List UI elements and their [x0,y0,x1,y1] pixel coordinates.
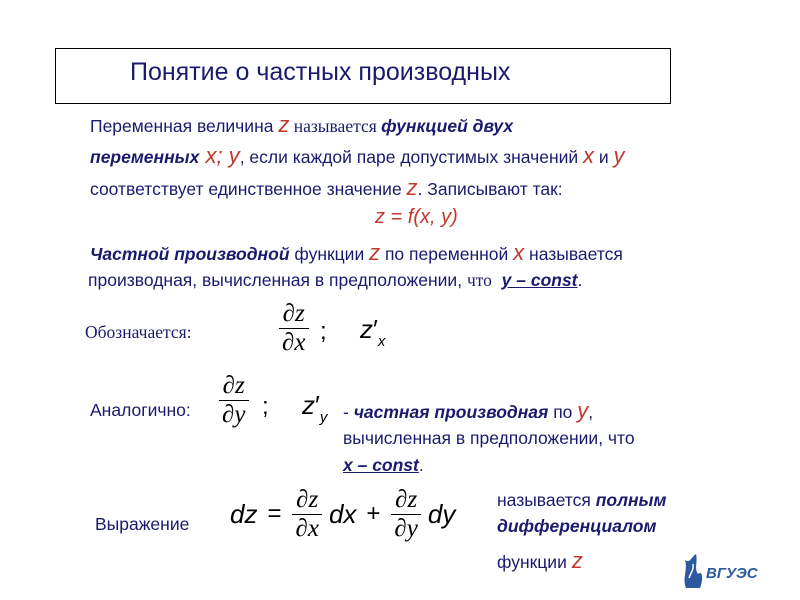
denoted-separator: ; [320,318,327,345]
similarly-text-line-2: вычисленная в предположении, что [343,428,635,448]
function-formula: z = f(x, y) [375,206,458,228]
definition-line-2: переменных x; y, если каждой паре допустимых значений x и y [90,143,625,168]
similarly-separator: ; [262,393,269,420]
logo-text: ВГУЭС [706,565,758,582]
definition-line-1: Переменная величина z называется функцией двух [90,112,514,137]
partial-x-prime-notation: $z'_x$ [360,314,386,350]
total-differential-formula: dz = $\frac{\partial z}{\partial x}$ dx + $\frac{\partial z}{\partial y}$ dy [230,486,456,542]
expression-label: Выражение [95,514,190,534]
similarly-text-line-1: - частная производная по y, [343,398,594,423]
slide-title: Понятие о частных производных [130,58,511,86]
total-text-line-1: называется полным [497,490,667,510]
partial-x-fraction: $\frac{\partial z}{\partial x}$ [278,300,309,356]
university-logo [676,548,776,594]
partial-y-prime-notation: $z'_y$ [302,390,328,426]
similarly-text-line-3: x – const. [343,455,424,475]
university-emblem-icon [676,548,776,594]
definition-line-3: соответствует единственное значение z. Записывают так: [90,175,563,200]
total-text-line-2: дифференциалом [497,516,657,536]
partial-y-fraction: $\frac{\partial z}{\partial y}$ [218,372,249,428]
partial-definition-line-2: производная, вычисленная в предположении, что y – const. [88,270,583,290]
denoted-label: Обозначается: [85,322,192,342]
total-text-line-3: функции z [497,548,583,573]
similarly-label: Аналогично: [90,400,191,420]
partial-definition-line-1: Частной производной функции z по переменной x называется [90,240,623,265]
